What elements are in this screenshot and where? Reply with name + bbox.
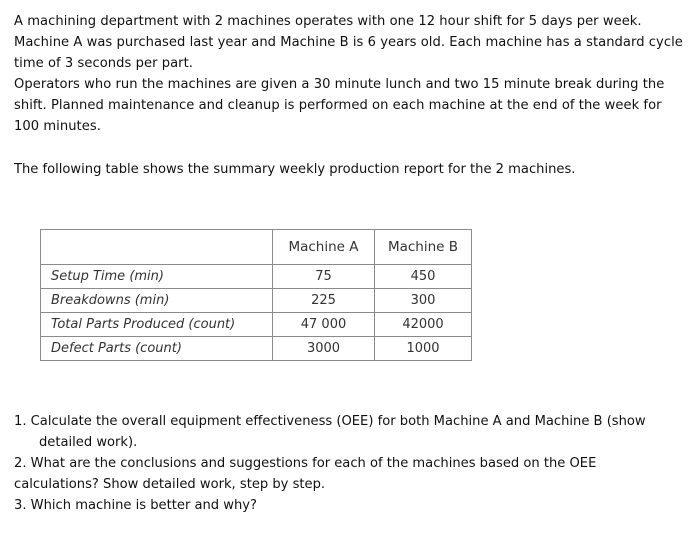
header-machine-a: Machine A (273, 230, 375, 265)
machine-a-value: 47 000 (273, 313, 375, 337)
production-report-table (40, 229, 472, 361)
machine-b-value: 42000 (375, 313, 472, 337)
table-row (41, 337, 472, 361)
intro-line: Operators who run the machines are given a 30 minute lunch and two 15 minute break during the (14, 77, 665, 92)
intro-line: time of 3 seconds per part. (14, 56, 193, 71)
machine-b-value: 450 (375, 265, 472, 289)
question-item: 1. Calculate the overall equipment effectiveness (OEE) for both Machine A and Machine B (show detailed work). (14, 414, 646, 450)
header-blank-cell (41, 230, 273, 265)
question-list (14, 411, 674, 516)
header-machine-b: Machine B (375, 230, 472, 265)
table-row (41, 289, 472, 313)
intro-line: shift. Planned maintenance and cleanup is performed on each machine at the end of the week for (14, 98, 662, 113)
question-item: 3. Which machine is better and why? (14, 498, 257, 513)
table-row (41, 265, 472, 289)
row-label: Breakdowns (min) (41, 289, 273, 313)
row-label: Defect Parts (count) (41, 337, 273, 361)
machine-a-value: 3000 (273, 337, 375, 361)
table-header-row (41, 230, 472, 265)
machine-a-value: 225 (273, 289, 375, 313)
intro-line: Machine A was purchased last year and Machine B is 6 years old. Each machine has a standard cycle (14, 35, 683, 50)
intro-line: A machining department with 2 machines operates with one 12 hour shift for 5 days per week. (14, 14, 642, 29)
question-item: 2. What are the conclusions and suggestions for each of the machines based on the OEE calculations? Show detailed work, step by step. (14, 456, 597, 492)
intro-line: 100 minutes. (14, 119, 101, 134)
problem-statement (14, 11, 690, 137)
machine-b-value: 300 (375, 289, 472, 313)
row-label: Setup Time (min) (41, 265, 273, 289)
table-intro-text: The following table shows the summary weekly production report for the 2 machines. (14, 162, 576, 177)
machine-a-value: 75 (273, 265, 375, 289)
machine-b-value: 1000 (375, 337, 472, 361)
row-label: Total Parts Produced (count) (41, 313, 273, 337)
table-row (41, 313, 472, 337)
